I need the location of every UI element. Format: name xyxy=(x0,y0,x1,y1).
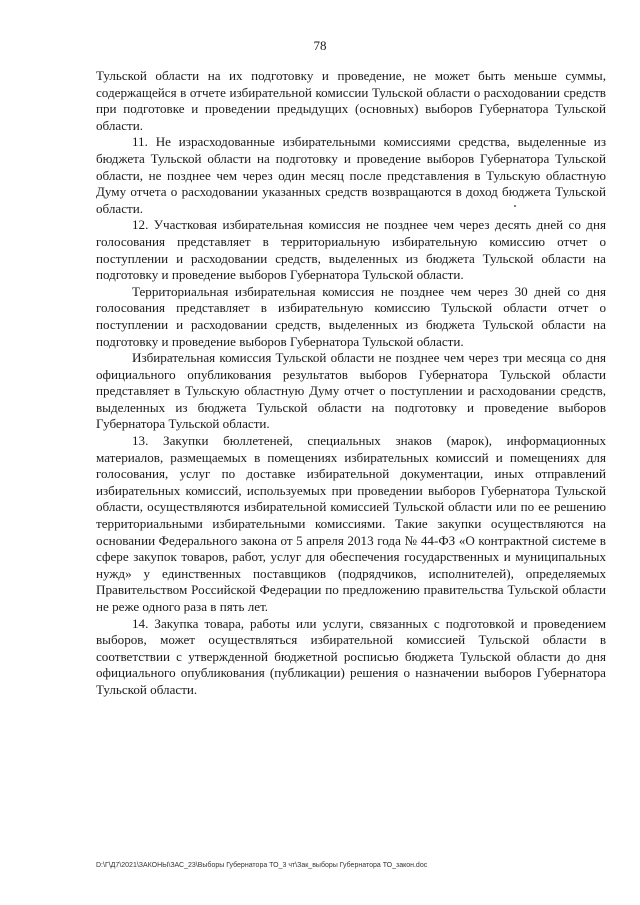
file-path-footer: D:\Г\Д7\2021\ЗАКОНЫ\ЗАС_23\Выборы Губернатора ТО_3 чт\Зак_выборы Губернатора ТО_закон.doc xyxy=(96,862,428,869)
paragraph-item-11: 11. Не израсходованные избирательными комиссиями средства, выделенные из бюджета Тульской области на подготовку и проведение выборов Губернатора Тульской области, не позднее чем через один месяц после представления в Тульскую областную Думу отчета о расходовании указанных средств возвращаются в доход бюджета Тульской области. xyxy=(96,134,606,216)
paragraph-item-12: 12. Участковая избирательная комиссия не позднее чем через десять дней со дня голосования представляет в территориальную избирательную комиссию отчет о поступлении и расходовании средств, выделенных из бюджета Тульской области на подготовку и проведение выборов Губернатора Тульской области. xyxy=(96,217,606,283)
paragraph-item-14: 14. Закупка товара, работы или услуги, связанных с подготовкой и проведением выборов, может осуществляться избирательной комиссией Тульской области в соответствии с утвержденной бюджетной росписью бюджета Тульской области до дня официального опубликования (публикации) решения о назначении выборов Губернатора Тульской области. xyxy=(96,615,606,697)
paragraph-continuation: Тульской области на их подготовку и проведение, не может быть меньше суммы, содержащейся в отчете избирательной комиссии Тульской области о расходовании средств при подготовке и проведении предыдущих (основных) выборов Губернатора Тульской области. xyxy=(96,68,606,133)
body-text xyxy=(96,68,606,699)
scan-speck xyxy=(514,205,516,207)
page-number: 78 xyxy=(313,38,327,53)
paragraph-regional-commission: Избирательная комиссия Тульской области не позднее чем через три месяца со дня официального опубликования результатов выборов Губернатора Тульской области представляет в Тульскую областную Думу отчет о поступлении и расходовании средств, выделенных из бюджета Тульской области на подготовку и проведение выборов Губернатора Тульской области. xyxy=(96,350,606,432)
paragraph-territorial-commission: Территориальная избирательная комиссия не позднее чем через 30 дней со дня голосования представляет в избирательную комиссию Тульской области отчет о поступлении и расходовании средств, выделенных из бюджета Тульской области на подготовку и проведение выборов Губернатора Тульской области. xyxy=(96,283,606,349)
paragraph-item-13: 13. Закупки бюллетеней, специальных знаков (марок), информационных материалов, размещаемых в помещениях избирательных комиссий и помещениях для голосования, услуг по доставке избирательной документации, иных отправлений избирательных комиссий, используемых при проведении выборов Губернатора Тульской области, осуществляются избирательной комиссией Тульской области или по ее решению территориальными избирательными комиссиями. Такие закупки осуществляются на основании Федерального закона от 5 апреля 2013 года № 44-ФЗ «О контрактной системе в сфере закупок товаров, работ, услуг для обеспечения государственных и муниципальных нужд» у единственных поставщиков (подрядчиков, исполнителей), определяемых Правительством Российской Федерации по предложению правительства Тульской области не реже одного раза в пять лет. xyxy=(96,433,606,614)
